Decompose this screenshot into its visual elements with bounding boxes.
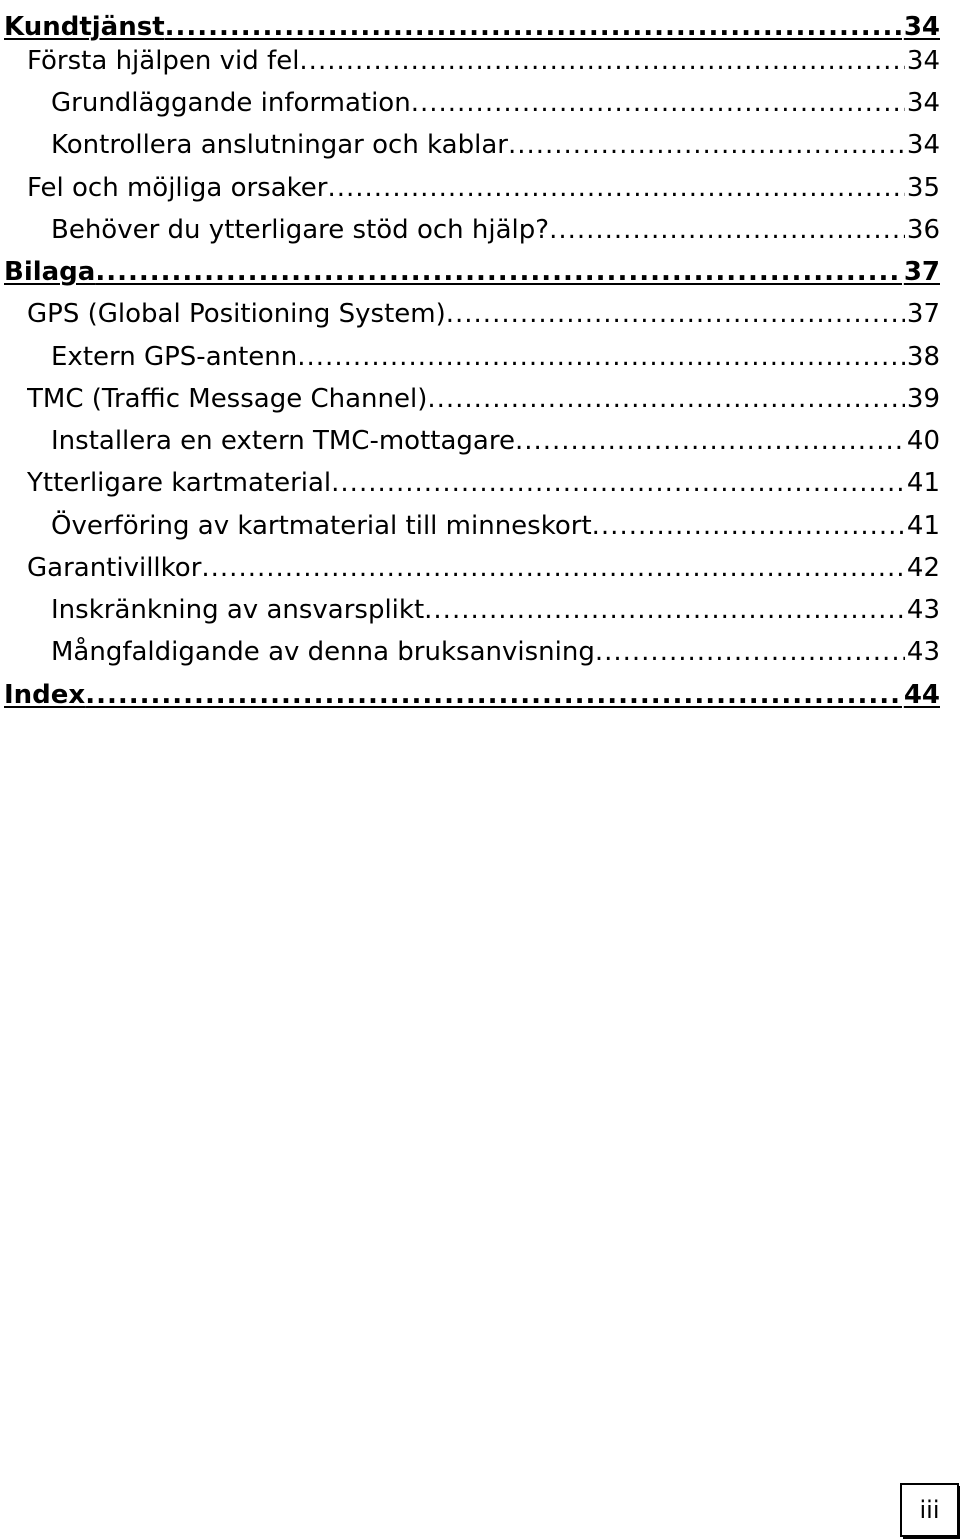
toc-entry-gps[interactable] [27,287,940,329]
toc-leader [297,342,905,372]
toc-entry-page: 37 [906,299,940,329]
toc-entry-page: 41 [906,511,940,541]
toc-entry-title: Bilaga [4,257,96,287]
toc-entry-behover-du[interactable] [51,203,940,245]
toc-entry-page: 34 [906,46,940,76]
toc-entry-index[interactable] [4,668,940,710]
toc-entry-title: Ytterligare kartmaterial [27,468,332,498]
toc-entry-page: 34 [906,88,940,118]
toc-entry-overforing[interactable] [51,499,940,541]
toc-entry-extern-gps-antenn[interactable] [51,330,940,372]
toc-entry-grundlaggande[interactable] [51,76,940,118]
toc-leader [85,680,902,710]
toc-entry-title: Installera en extern TMC-mottagare [51,426,515,456]
toc-leader [424,595,905,625]
toc-entry-garantivillkor[interactable] [27,541,940,583]
toc-entry-title: Mångfaldigande av denna bruksanvisning [51,637,595,667]
toc-entry-page: 36 [906,215,940,245]
toc-leader [595,637,905,667]
toc-entry-page: 34 [906,130,940,160]
toc-entry-page: 35 [906,173,940,203]
toc-entry-title: Överföring av kartmaterial till minneskort [51,511,592,541]
toc-leader [299,46,904,76]
toc-leader [549,215,905,245]
toc-entry-page: 40 [906,426,940,456]
toc-leader [427,384,905,414]
toc-entry-ytterligare-kartmaterial[interactable] [27,456,940,498]
toc-entry-page: 41 [906,468,940,498]
toc-entry-page: 43 [906,637,940,667]
toc-entry-title: Kontrollera anslutningar och kablar [51,130,508,160]
toc-entry-forsta-hjalpen[interactable] [27,34,940,76]
toc-entry-kontrollera[interactable] [51,118,940,160]
toc-entry-inskrankning[interactable] [51,583,940,625]
toc-entry-title: Garantivillkor [27,553,202,583]
toc-leader [592,511,905,541]
toc-leader [508,130,905,160]
toc-entry-title: Behöver du ytterligare stöd och hjälp? [51,215,550,245]
toc-leader [446,299,905,329]
toc-entry-fel-och-mojliga[interactable] [27,161,940,203]
toc-leader [201,553,905,583]
toc-entry-page: 42 [906,553,940,583]
toc-leader [95,257,901,287]
toc-leader [515,426,905,456]
toc-entry-page: 43 [906,595,940,625]
toc-entry-mangfaldigande[interactable] [51,625,940,667]
toc-entry-title: Index [4,680,86,710]
toc-entry-page: 34 [903,12,940,42]
toc-entry-title: Inskränkning av ansvarsplikt [51,595,425,625]
toc-entry-page: 44 [903,680,940,710]
toc-leader [331,468,905,498]
toc-entry-title: Kundtjänst [4,12,165,42]
toc-entry-page: 39 [906,384,940,414]
toc-entry-page: 37 [903,257,940,287]
toc-entry-title: Första hjälpen vid fel [27,46,300,76]
toc-entry-tmc[interactable] [27,372,940,414]
toc-entry-title: Extern GPS-antenn [51,342,298,372]
page-number: iii [900,1483,959,1537]
toc-entry-page: 38 [906,342,940,372]
toc-entry-bilaga[interactable] [4,245,940,287]
toc-entry-title: GPS (Global Positioning System) [27,299,446,329]
toc-entry-title: TMC (Traffic Message Channel) [27,384,428,414]
toc-entry-title: Fel och möjliga orsaker [27,173,328,203]
toc-entry-installera-tmc[interactable] [51,414,940,456]
toc-entry-title: Grundläggande information [51,88,411,118]
toc-leader [411,88,905,118]
toc-leader [327,173,904,203]
